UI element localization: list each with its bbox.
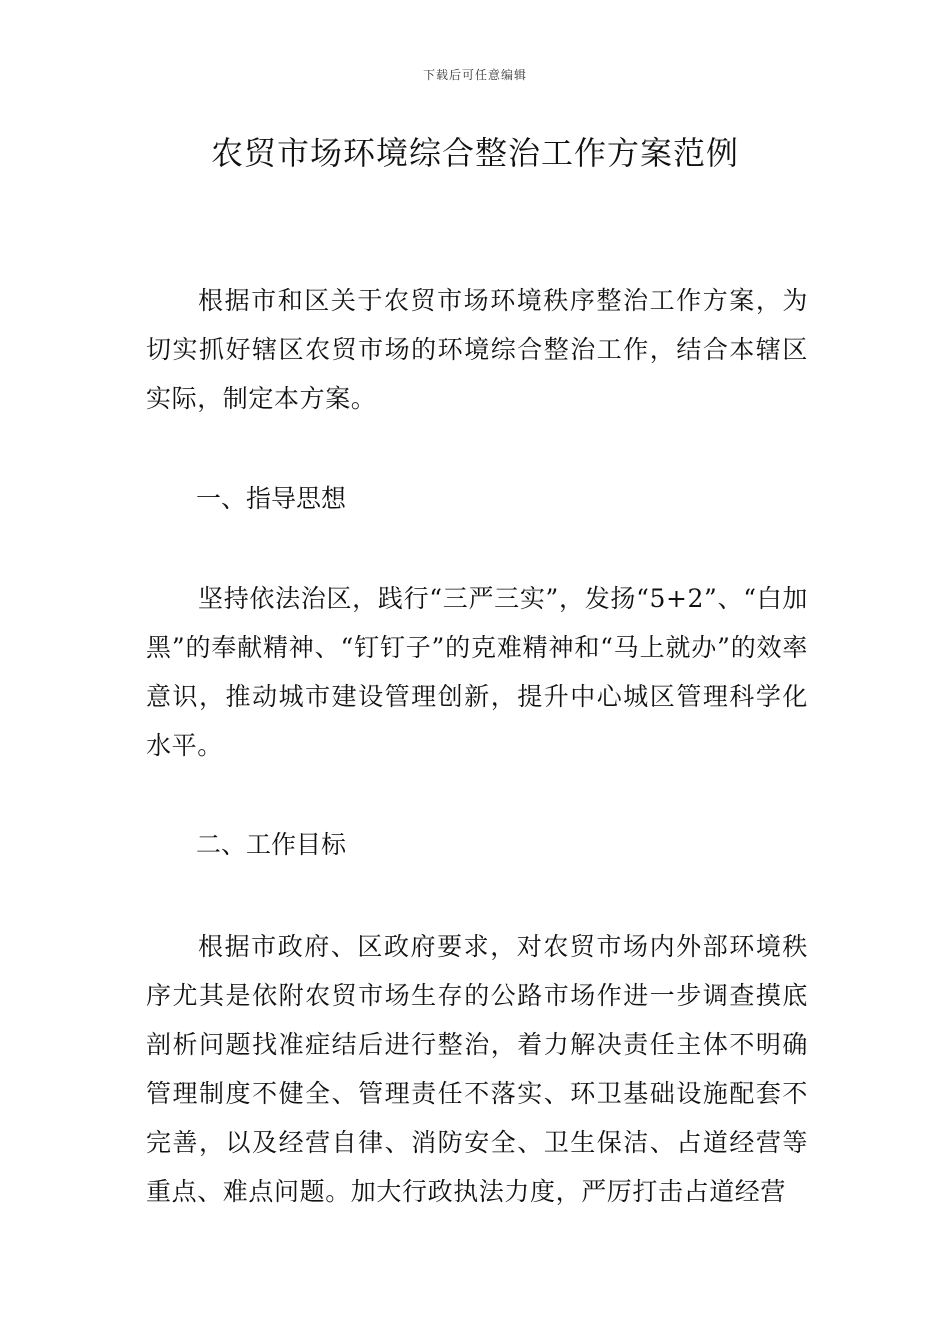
section2-heading: 二、工作目标	[196, 830, 347, 859]
intro-paragraph: 根据市和区关于农贸市场环境秩序整治工作方案，为切实抓好辖区农贸市场的环境综合整治工作，结合本辖区实际，制定本方案。	[146, 286, 808, 413]
document-title: 农贸市场环境综合整治工作方案范例	[210, 134, 739, 172]
section1-paragraph: 坚持依法治区，践行“三严三实”，发扬“5+2”、“白加黑”的奉献精神、“钉钉子”的克难精神和“马上就办”的效率意识，推动城市建设管理创新，提升中心城区管理科学化水平。	[146, 584, 808, 760]
section1-heading: 一、指导思想	[196, 484, 347, 513]
section2-paragraph: 根据市政府、区政府要求，对农贸市场内外部环境秩序尤其是依附农贸市场生存的公路市场作进一步调查摸底剖析问题找准症结后进行整治，着力解决责任主体不明确管理制度不健全、管理责任不落实、环卫基础设施配套不完善，以及经营自律、消防安全、卫生保洁、占道经营等重点、难点问题。加大行政执法力度，严厉打击占道经营	[146, 932, 808, 1206]
header-note: 下载后可任意编辑	[422, 68, 527, 82]
